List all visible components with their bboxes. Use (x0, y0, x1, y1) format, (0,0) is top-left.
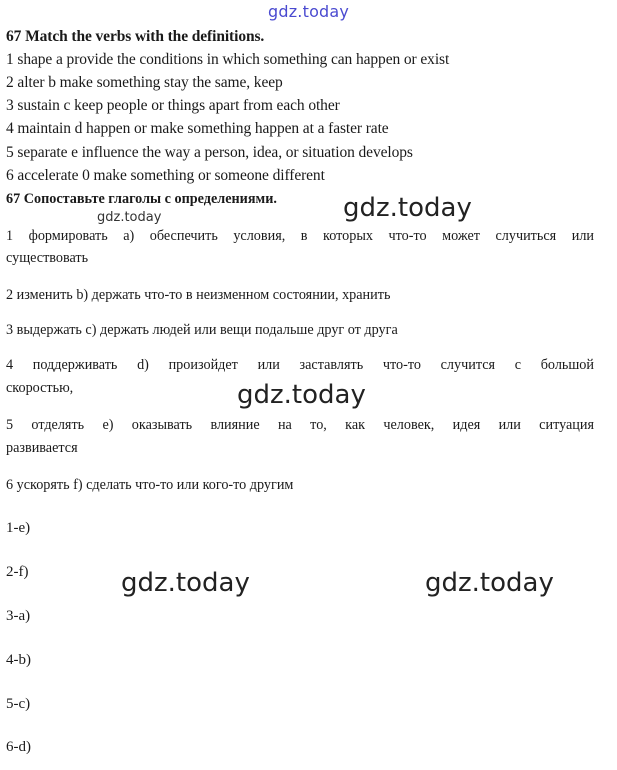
watermark-small: gdz.today (97, 210, 162, 225)
english-item-4: 4 maintain d happen or make something happen at a faster rate (6, 120, 389, 137)
answer-1: 1-e) (6, 520, 31, 536)
watermark-top: gdz.today (268, 2, 350, 21)
english-title: 67 Match the verbs with the definitions. (6, 28, 265, 45)
english-item-6: 6 accelerate 0 make something or someone different (6, 167, 325, 184)
watermark-right-lower: gdz.today (425, 568, 554, 598)
answer-3: 3-a) (6, 608, 31, 624)
russian-item-5-line-2: развивается (6, 440, 78, 456)
watermark-center: gdz.today (237, 380, 366, 410)
russian-title: 67 Сопоставьте глаголы с определениями. (6, 191, 277, 207)
russian-item-4-line-2: скоростью, (6, 380, 74, 396)
russian-item-3: 3 выдержать c) держать людей или вещи подальше друг от друга (6, 322, 398, 338)
russian-item-4-line-1: 4 поддерживать d) произойдет или заставлять что-то случится с большой (6, 357, 594, 373)
russian-item-1-line-2: существовать (6, 250, 89, 266)
answer-5: 5-c) (6, 696, 31, 712)
answer-4: 4-b) (6, 652, 31, 668)
english-item-3: 3 sustain c keep people or things apart from each other (6, 97, 340, 114)
watermark-left-lower: gdz.today (121, 568, 250, 598)
english-item-1: 1 shape a provide the conditions in which something can happen or exist (6, 51, 450, 68)
english-item-2: 2 alter b make something stay the same, keep (6, 74, 283, 91)
russian-item-1-line-1: 1 формировать a) обеспечить условия, в которых что-то может случиться или (6, 228, 594, 244)
watermark-right-upper: gdz.today (343, 193, 472, 223)
english-item-5: 5 separate e influence the way a person, idea, or situation develops (6, 144, 413, 161)
answer-6: 6-d) (6, 739, 31, 755)
answer-2: 2-f) (6, 564, 29, 580)
russian-item-6: 6 ускорять f) сделать что-то или кого-то другим (6, 477, 294, 493)
russian-item-2: 2 изменить b) держать что-то в неизменном состоянии, хранить (6, 287, 391, 303)
russian-item-5-line-1: 5 отделять e) оказывать влияние на то, как человек, идея или ситуация (6, 417, 594, 433)
